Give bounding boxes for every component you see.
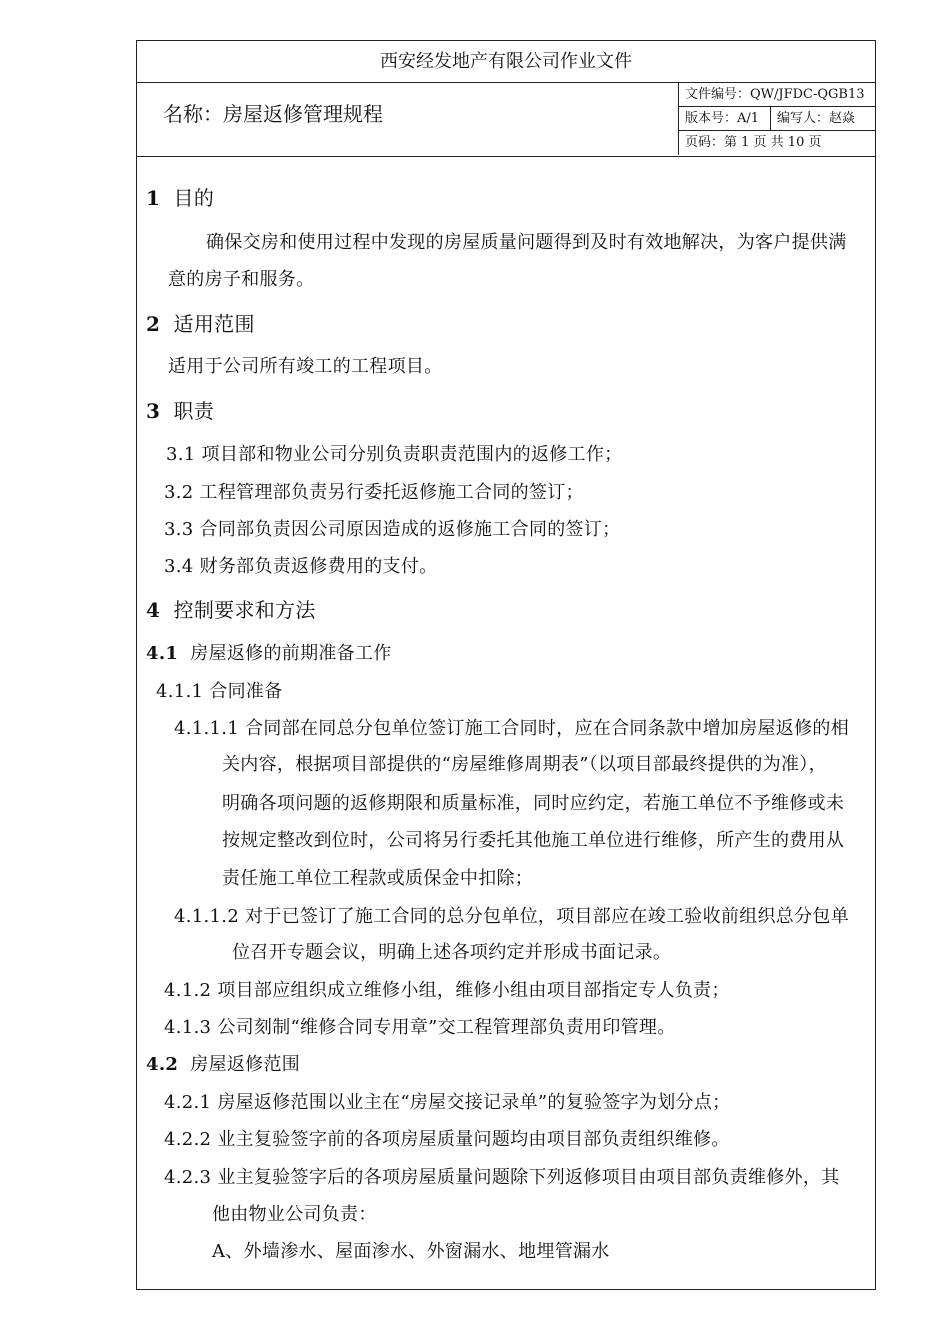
subsection-heading: 4.1.1 合同准备 (156, 681, 283, 702)
paragraph-line: 意的房子和服务。 (168, 269, 315, 290)
version-number: 版本号：A/1 (679, 107, 771, 131)
list-item: 4.1.3 公司刻制“维修合同专用章”交工程管理部负责用印管理。 (164, 1017, 676, 1038)
list-item: 4.2.3 业主复验签字后的各项房屋质量问题除下列返修项目由项目部负责维修外，其 (164, 1167, 840, 1188)
paragraph-line: 适用于公司所有竣工的工程项目。 (168, 356, 443, 377)
section-heading: 2 适用范围 (146, 312, 255, 336)
list-item: 3.3 合同部负责因公司原因造成的返修施工合同的签订； (164, 519, 621, 540)
subsection-title: 房屋返修范围 (190, 1054, 301, 1075)
list-item: 4.2.1 房屋返修范围以业主在“房屋交接记录单”的复验签字为划分点； (164, 1092, 731, 1113)
section-heading: 4 控制要求和方法 (146, 598, 316, 622)
list-item: 4.1.2 项目部应组织成立维修小组，维修小组由项目部指定专人负责； (164, 980, 730, 1001)
section-title: 职责 (173, 399, 215, 423)
list-item: 3.2 工程管理部负责另行委托返修施工合同的签订； (164, 482, 584, 503)
paragraph-line: 关内容，根据项目部提供的“房屋维修周期表”（以项目部最终提供的为准）， (222, 754, 827, 775)
author: 编写人：赵焱 (777, 111, 856, 126)
section-heading: 1 目的 (146, 186, 215, 210)
paragraph-line: 确保交房和使用过程中发现的房屋质量问题得到及时有效地解决，为客户提供满 (206, 232, 847, 253)
paragraph-line: 4.1.1.1 合同部在同总分包单位签订施工合同时，应在合同条款中增加房屋返修的相 (174, 718, 849, 739)
paragraph-line: 按规定整改到位时，公司将另行委托其他施工单位进行维修，所产生的费用从 (222, 830, 845, 851)
paragraph-line: 他由物业公司负责： (212, 1204, 377, 1225)
paragraph-line: 责任施工单位工程款或质保金中扣除； (222, 868, 534, 889)
subsection-heading: 4.1 房屋返修的前期准备工作 (146, 643, 392, 664)
paragraph-line: 明确各项问题的返修期限和质量标准，同时应约定，若施工单位不予维修或未 (222, 793, 845, 814)
company-title: 西安经发地产有限公司作业文件 (137, 41, 875, 83)
section-title: 控制要求和方法 (173, 598, 316, 622)
subsection-heading: 4.2 房屋返修范围 (146, 1054, 301, 1075)
page-info: 页码：第 1 页 共 10 页 (685, 135, 822, 150)
doc-number: 文件编号：QW/JFDC-QGB13 (685, 87, 865, 102)
subsection-title: 房屋返修的前期准备工作 (190, 643, 392, 664)
paragraph-line: 位召开专题会议，明确上述各项约定并形成书面记录。 (232, 942, 672, 963)
section-heading: 3 职责 (146, 399, 215, 423)
section-title: 适用范围 (173, 312, 255, 336)
document-name: 名称：房屋返修管理规程 (163, 102, 383, 126)
list-item: 3.1 项目部和物业公司分别负责职责范围内的返修工作； (166, 444, 623, 465)
list-item: 3.4 财务部负责返修费用的支付。 (164, 556, 438, 577)
section-title: 目的 (173, 186, 215, 210)
list-item: A、外墙渗水、屋面渗水、外窗漏水、地埋管漏水 (212, 1241, 610, 1262)
list-item: 4.2.2 业主复验签字前的各项房屋质量问题均由项目部负责组织维修。 (164, 1129, 730, 1150)
paragraph-line: 4.1.1.2 对于已签订了施工合同的总分包单位，项目部应在竣工验收前组织总分包单 (174, 906, 849, 927)
